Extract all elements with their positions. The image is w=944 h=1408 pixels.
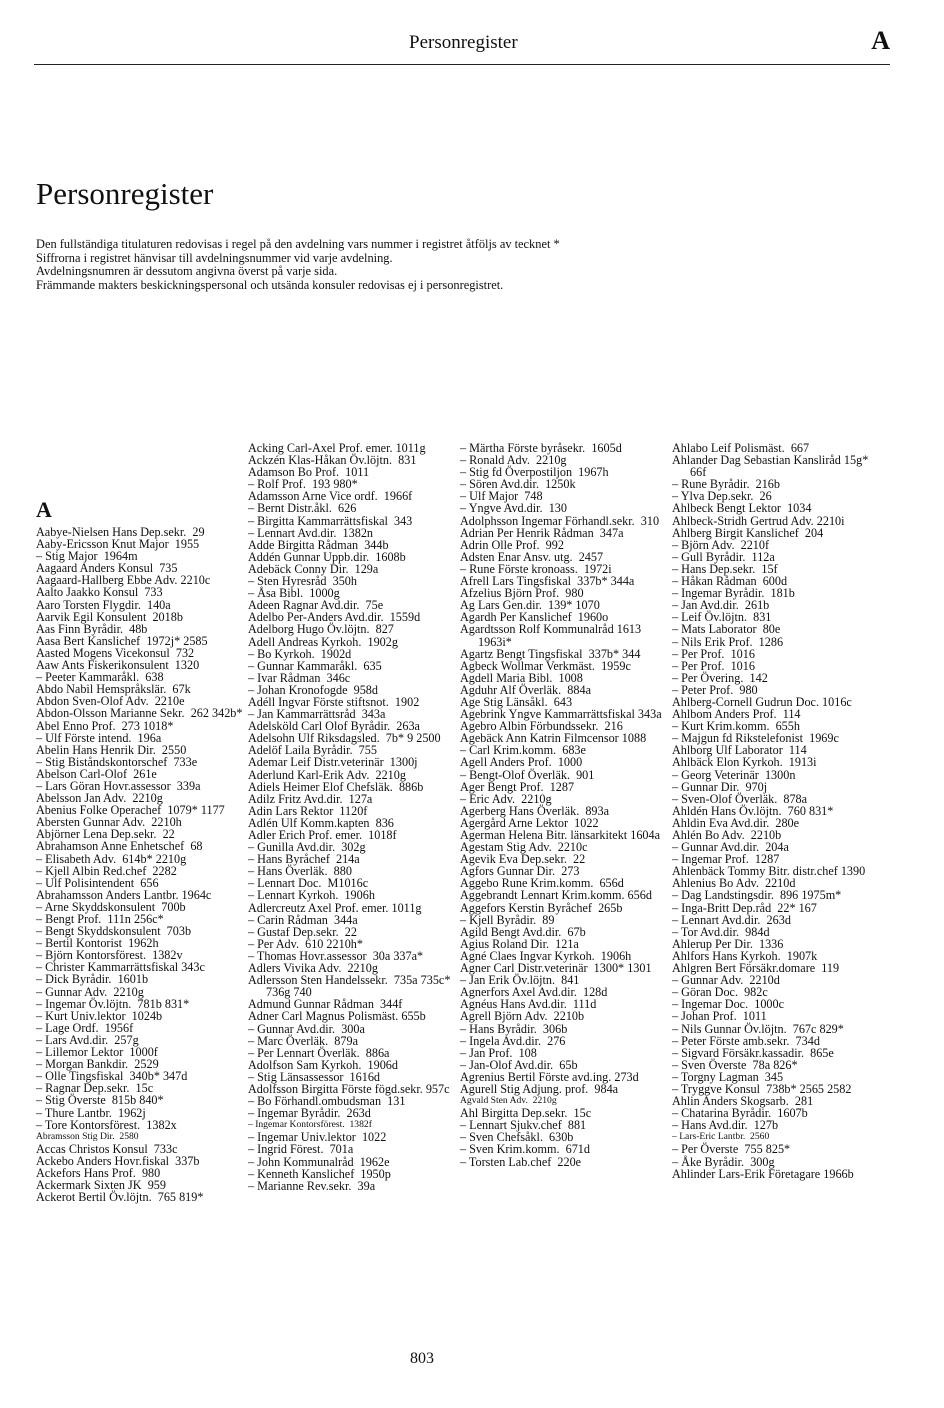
register-entry: – Åke Byrådir. 300g <box>672 1154 775 1169</box>
register-entry: – Ingemar Byrådir. 263d <box>248 1106 371 1121</box>
register-entry: – Bengt Skyddskonsulent 703b <box>36 924 192 939</box>
register-entry: Agduhr Alf Överläk. 884a <box>460 682 591 697</box>
register-entry: – Stig Överste 815b 840* <box>36 1093 164 1108</box>
register-entry: Adeen Ragnar Avd.dir. 75e <box>248 598 384 613</box>
register-entry: Adell Andreas Kyrkoh. 1902g <box>248 634 398 649</box>
register-entry: – Bengt Prof. 111n 256c* <box>36 912 164 926</box>
register-entry: Agbeck Wollmar Verkmäst. 1959c <box>460 658 631 673</box>
register-entry: Adner Carl Magnus Polismäst. 655b <box>248 1009 426 1024</box>
register-entry: – Gunilla Avd.dir. 302g <box>248 840 366 855</box>
register-entry: – Gull Byrådir. 112a <box>672 549 775 564</box>
register-entry: Abelin Hans Henrik Dir. 2550 <box>36 742 187 757</box>
register-entry: Adolfsson Birgitta Förste fögd.sekr. 957c <box>248 1081 450 1096</box>
register-entry: – Jan Erik Öv.löjtn. 841 <box>460 973 580 988</box>
register-entry: – Ulf Major 748 <box>460 489 543 504</box>
register-column-3 <box>460 442 672 1168</box>
register-entry: Ahlbeck Bengt Lektor 1034 <box>672 501 812 516</box>
register-entry: Adrin Olle Prof. 992 <box>460 537 564 552</box>
register-entry: Aderlund Karl-Erik Adv. 2210g <box>248 767 406 782</box>
register-entry: Admund Gunnar Rådman 344f <box>248 997 403 1012</box>
register-entry: Adelsköld Carl Olof Byrådir. 263a <box>248 719 420 734</box>
register-entry: Aasa Bert Kanslichef 1972j* 2585 <box>36 633 208 648</box>
register-entry: – Ingemar Prof. 1287 <box>672 852 780 867</box>
register-entry: – Ingemar Univ.lektor 1022 <box>248 1130 387 1145</box>
register-entry: Agevik Eva Dep.sekr. 22 <box>460 852 586 867</box>
register-entry: – Ingemar Öv.löjtn. 781b 831* <box>36 996 190 1011</box>
register-entry: Ahlenbäck Tommy Bitr. distr.chef 1390 <box>672 864 866 879</box>
register-entry: Afzelius Björn Prof. 980 <box>460 586 584 601</box>
register-entry: – Per Överste 755 825* <box>672 1142 791 1157</box>
register-entry: Aaro Torsten Flygdir. 140a <box>36 597 171 612</box>
register-entry: Agardtsson Rolf Kommunalråd 1613 1963i* <box>460 622 645 649</box>
register-entry: – Kurt Krim.komm. 655h <box>672 719 800 734</box>
register-entry: Adebäck Conny Dir. 129a <box>248 561 379 576</box>
register-entry: – Sven Överste 78a 826* <box>672 1057 798 1072</box>
register-entry: – Nils Erik Prof. 1286 <box>672 634 784 649</box>
register-entry: – Björn Kontorsförest. 1382v <box>36 948 183 963</box>
intro-line: Den fullständiga titulaturen redovisas i regel på den avdelning vars nummer i registret åtföljs av tecknet * <box>36 237 560 251</box>
register-entry: – Peter Förste amb.sekr. 734d <box>672 1033 820 1048</box>
register-entry: Adéll Ingvar Förste stiftsnot. 1902 <box>248 694 420 709</box>
register-entry: Agnéus Hans Avd.dir. 111d <box>460 997 597 1012</box>
register-entry: – Gunnar Adv. 2210g <box>36 984 144 999</box>
register-entry: Agardh Per Kanslichef 1960o <box>460 610 609 625</box>
register-entry: – Rolf Prof. 193 980* <box>248 477 358 492</box>
register-entry: – Elisabeth Adv. 614b* 2210g <box>36 851 187 866</box>
page-header <box>34 28 890 62</box>
register-entry: Abdon Sven-Olof Adv. 2210e <box>36 694 185 709</box>
header-rule <box>34 64 890 65</box>
register-entry: – Johan Prof. 1011 <box>672 1009 767 1024</box>
register-entry: Abelson Carl-Olof 261e <box>36 766 157 781</box>
register-entry: – Chatarina Byrådir. 1607b <box>672 1106 808 1121</box>
register-entry: – Mats Laborator 80e <box>672 622 781 637</box>
register-entry: Abrahamson Anne Enhetschef 68 <box>36 839 203 854</box>
register-entry: – Rune Byrådir. 216b <box>672 477 780 492</box>
register-entry: – Gustaf Dep.sekr. 22 <box>248 924 357 939</box>
register-entry: – Sigvard Försäkr.kassadir. 865e <box>672 1045 834 1060</box>
register-entry: Ahl Birgitta Dep.sekr. 15c <box>460 1106 592 1121</box>
register-entry: Adamson Bo Prof. 1011 <box>248 465 370 480</box>
register-entry: – Lars-Eric Lantbr. 2560 <box>672 1131 770 1143</box>
register-entry: – Kjell Albin Red.chef 2282 <box>36 863 177 878</box>
register-entry: Abelsson Jan Adv. 2210g <box>36 791 163 806</box>
register-entry: Addén Gunnar Uppb.dir. 1608b <box>248 549 406 564</box>
register-entry: – Ulf Polisintendent 656 <box>36 875 159 890</box>
register-entry: – Märtha Förste byråsekr. 1605d <box>460 441 622 455</box>
register-entry: – Per Lennart Överläk. 886a <box>248 1045 390 1060</box>
register-entry: Adiels Heimer Elof Chefsläk. 886b <box>248 779 424 794</box>
intro-line: Siffrorna i registret hänvisar till avdelningsnummer vid varje avdelning. <box>36 250 393 265</box>
register-entry: Agurell Stig Adjung. prof. 984a <box>460 1081 619 1096</box>
register-entry: Ahlander Dag Sebastian Kansliråd 15g* 66f <box>672 453 872 480</box>
register-entry: Aaby-Ericsson Knut Major 1955 <box>36 537 200 552</box>
register-entry: Adelborg Hugo Öv.löjtn. 827 <box>248 622 394 637</box>
register-entry: – Ivar Rådman 346c <box>248 670 351 685</box>
register-entry: Agerberg Hans Överläk. 893a <box>460 803 610 818</box>
register-entry: – Thomas Hovr.assessor 30a 337a* <box>248 948 424 963</box>
register-entry: – Torsten Lab.chef 220e <box>460 1154 582 1169</box>
register-entry: – Gunnar Adv. 2210d <box>672 973 780 988</box>
register-entry: – Lars Göran Hovr.assessor 339a <box>36 778 201 793</box>
register-entry: – Gunnar Avd.dir. 204a <box>672 840 789 855</box>
register-entry: – Bo Förhandl.ombudsman 131 <box>248 1094 406 1109</box>
intro-line: Främmande makters beskickningspersonal och utsända konsuler redovisas ej i personregistret. <box>36 277 504 292</box>
register-entry: – Lennart Kyrkoh. 1906h <box>248 888 375 903</box>
register-entry: Ahlberg-Cornell Gudrun Doc. 1016c <box>672 694 852 709</box>
register-entry: Ahlgren Bert Försäkr.domare 119 <box>672 961 840 976</box>
register-entry: Agner Carl Distr.veterinär 1300* 1301 <box>460 961 652 976</box>
running-letter: A <box>871 26 890 55</box>
register-entry: Ahlberg Birgit Kanslichef 204 <box>672 525 824 540</box>
register-entry: – Georg Veterinär 1300n <box>672 767 796 782</box>
register-entry: Ahlborg Ulf Laborator 114 <box>672 743 807 758</box>
register-entry: – Birgitta Kammarrättsfiskal 343 <box>248 513 413 528</box>
register-entry: – Christer Kammarrättsfiskal 343c <box>36 960 205 975</box>
register-entry: Agrell Björn Adv. 2210b <box>460 1009 585 1024</box>
register-entry: Aagaard-Hallberg Ebbe Adv. 2210c <box>36 573 211 588</box>
register-entry: Aabye-Nielsen Hans Dep.sekr. 29 <box>36 525 205 539</box>
register-entry: Ackermark Sixten JK 959 <box>36 1178 166 1193</box>
register-entry: – Bo Kyrkoh. 1902d <box>248 646 352 661</box>
register-entry: Adolfson Sam Kyrkoh. 1906d <box>248 1057 398 1072</box>
register-entry: Agnerfors Axel Avd.dir. 128d <box>460 985 608 1000</box>
register-entry: – Per Adv. 610 2210h* <box>248 936 363 951</box>
register-entry: – Jan-Olof Avd.dir. 65b <box>460 1057 578 1072</box>
register-entry: – Tor Avd.dir. 984d <box>672 924 770 939</box>
register-entry: – Nils Gunnar Öv.löjtn. 767c 829* <box>672 1021 844 1036</box>
register-entry: Aagaard Anders Konsul 735 <box>36 561 178 576</box>
register-column-2 <box>248 442 460 1192</box>
register-entry: Ag Lars Gen.dir. 139* 1070 <box>460 598 600 613</box>
register-entry: Agestam Stig Adv. 2210c <box>460 840 588 855</box>
running-title: Personregister <box>409 32 518 53</box>
register-entry: – Björn Adv. 2210f <box>672 537 770 552</box>
register-entry: Ahlén Bo Adv. 2210b <box>672 828 782 842</box>
register-entry: – Stig Biståndskontorschef 733e <box>36 754 198 769</box>
register-entry: Ahldén Hans Öv.löjtn. 760 831* <box>672 803 834 818</box>
register-entry: – Eric Adv. 2210g <box>460 791 552 806</box>
register-entry: Adler Erich Prof. emer. 1018f <box>248 828 397 842</box>
register-entry: – Åsa Bibl. 1000g <box>248 586 340 601</box>
register-entry: – Hans Byråchef 214a <box>248 852 360 867</box>
register-entry: Aasted Mogens Vicekonsul 732 <box>36 645 195 660</box>
register-entry: – Olle Tingsfiskal 340b* 347d <box>36 1069 188 1084</box>
register-entry: – Ylva Dep.sekr. 26 <box>672 489 772 504</box>
register-entry: Agrenius Bertil Förste avd.ing. 273d <box>460 1069 639 1084</box>
register-entry: Aaw Ants Fiskerikonsulent 1320 <box>36 658 200 673</box>
register-entry: – Carin Rådman 344a <box>248 912 358 927</box>
register-entry: Adamsson Arne Vice ordf. 1966f <box>248 489 413 504</box>
register-entry: – Johan Kronofogde 958d <box>248 682 378 697</box>
register-entry: – Ingemar Byrådir. 181b <box>672 586 795 601</box>
register-entry: – Gunnar Dir. 970j <box>672 779 768 794</box>
register-entry: Ackerot Bertil Öv.löjtn. 765 819* <box>36 1190 204 1205</box>
register-entry: Ahlbom Anders Prof. 114 <box>672 707 801 722</box>
register-entry: – Gunnar Kammaråkl. 635 <box>248 658 382 673</box>
register-entry: – Inga-Britt Dep.råd 22* 167 <box>672 900 817 915</box>
register-entry: – Kjell Byrådir. 89 <box>460 912 555 927</box>
register-entry: Abramsson Stig Dir. 2580 <box>36 1130 139 1142</box>
register-entry: Ahlin Anders Skogsarb. 281 <box>672 1094 814 1109</box>
register-entry: – Tore Kontorsförest. 1382x <box>36 1117 177 1132</box>
section-letter: A <box>36 497 52 522</box>
register-entry: – Thure Lantbr. 1962j <box>36 1105 146 1120</box>
register-entry: Aggebrandt Lennart Krim.komm. 656d <box>460 888 652 903</box>
register-entry: Abenius Folke Operachef 1079* 1177 <box>36 803 225 818</box>
register-entry: – Ingela Avd.dir. 276 <box>460 1033 566 1048</box>
register-entry: Adde Birgitta Rådman 344b <box>248 537 389 552</box>
register-entry: – Kenneth Kanslichef 1950p <box>248 1166 391 1181</box>
register-entry: Agild Bengt Avd.dir. 67b <box>460 924 586 939</box>
register-entry: Agell Anders Prof. 1000 <box>460 755 583 770</box>
register-entry: – Lillemor Lektor 1000f <box>36 1045 158 1060</box>
register-entry: Ackzén Klas-Håkan Öv.löjtn. 831 <box>248 453 417 468</box>
register-entry: Agebro Albin Förbundssekr. 216 <box>460 719 623 734</box>
register-entry: – Lars Avd.dir. 257g <box>36 1032 139 1047</box>
register-entry: – Rune Förste kronoass. 1972i <box>460 561 612 576</box>
register-entry: Afrell Lars Tingsfiskal 337b* 344a <box>460 574 635 589</box>
intro-line: Avdelningsnumren är dessutom angivna överst på varje sida. <box>36 264 338 279</box>
register-entry: – Lage Ordf. 1956f <box>36 1020 134 1035</box>
register-entry: – Carl Krim.komm. 683e <box>460 743 586 758</box>
register-entry: Abrahamsson Anders Lantbr. 1964c <box>36 887 212 902</box>
register-entry: Ahlabo Leif Polismäst. 667 <box>672 441 810 455</box>
register-entry: Agius Roland Dir. 121a <box>460 936 579 951</box>
register-entry: Agebrink Yngve Kammarrättsfiskal 343a <box>460 707 662 722</box>
register-entry: Aalto Jaakko Konsul 733 <box>36 585 163 600</box>
register-entry: – Lennart Sjukv.chef 881 <box>460 1118 587 1133</box>
register-entry: Agerman Helena Bitr. länsarkitekt 1604a <box>460 828 661 842</box>
register-entry: – Bertil Kontorist 1962h <box>36 936 159 951</box>
register-column-4 <box>672 442 884 1180</box>
register-entry: Adlersson Sten Handelssekr. 735a 735c* 736g 740 <box>248 973 454 1000</box>
page-number: 803 <box>410 1350 434 1367</box>
register-entry: Adolphsson Ingemar Förhandl.sekr. 310 <box>460 513 660 528</box>
register-entry: Ahlinder Lars-Erik Företagare 1966b <box>672 1166 854 1181</box>
register-entry: – Ragnar Dep.sekr. 15c <box>36 1081 154 1096</box>
register-entry: – Torgny Lagman 345 <box>672 1069 784 1084</box>
register-entry: Aas Finn Byrådir. 48b <box>36 621 148 636</box>
register-entry: – Hans Avd.dir. 127b <box>672 1118 779 1133</box>
register-entry: Abjörner Lena Dep.sekr. 22 <box>36 827 175 842</box>
register-entry: – Dag Landstingsdir. 896 1975m* <box>672 888 842 903</box>
register-entry: Adlén Ulf Komm.kapten 836 <box>248 815 394 830</box>
register-entry: Agdell Maria Bibl. 1008 <box>460 670 583 685</box>
register-entry: – Per Prof. 1016 <box>672 646 755 661</box>
register-entry: Abdo Nabil Hemspråkslär. 67k <box>36 682 191 697</box>
register-entry: – Marc Överläk. 879a <box>248 1033 358 1048</box>
register-entry: Ademar Leif Distr.veterinär 1300j <box>248 755 418 770</box>
register-entry: Agné Claes Ingvar Kyrkoh. 1906h <box>460 948 632 963</box>
register-entry: – Stig Länsassessor 1616d <box>248 1069 381 1084</box>
register-entry: Adelöf Laila Byrådir. 755 <box>248 743 377 758</box>
register-entry: – Lennart Doc. M1016c <box>248 876 369 891</box>
register-entry: Adilz Fritz Avd.dir. 127a <box>248 791 373 806</box>
register-entry: – Dick Byrådir. 1601b <box>36 972 149 987</box>
register-entry: Ahldin Eva Avd.dir. 280e <box>672 815 800 830</box>
register-entry: – Bengt-Olof Överläk. 901 <box>460 767 595 782</box>
register-entry: – Jan Kammarrättsråd 343a <box>248 707 386 722</box>
register-entry: – Majgun fd Rikstelefonist 1969c <box>672 731 839 746</box>
register-entry: Adrian Per Henrik Rådman 347a <box>460 525 624 540</box>
register-entry: – Lennart Avd.dir. 1382n <box>248 525 374 540</box>
register-entry: Abdon-Olsson Marianne Sekr. 262 342b* <box>36 706 243 721</box>
register-entry: – Kurt Univ.lektor 1024b <box>36 1008 163 1023</box>
register-entry: – Per Prof. 1016 <box>672 658 755 673</box>
register-entry: Ahlerup Per Dir. 1336 <box>672 936 784 951</box>
intro-text <box>36 238 736 292</box>
register-entry: – Jan Prof. 108 <box>460 1045 537 1060</box>
register-entry: Agergård Arne Lektor 1022 <box>460 815 599 830</box>
register-entry: Ahlbäck Elon Kyrkoh. 1913i <box>672 755 817 770</box>
register-entry: – Morgan Bankdir. 2529 <box>36 1057 159 1072</box>
register-entry: Aarvik Egil Konsulent 2018b <box>36 609 183 624</box>
register-entry: – John Kommunalråd 1962e <box>248 1154 390 1169</box>
register-entry: Aggefors Kerstin Byråchef 265b <box>460 900 623 915</box>
register-entry: Agebäck Ann Katrin Filmcensor 1088 <box>460 731 647 746</box>
register-entry: – Gunnar Avd.dir. 300a <box>248 1021 365 1036</box>
register-entry: – Bernt Distr.åkl. 626 <box>248 501 357 516</box>
register-entry: – Per Övering. 142 <box>672 670 768 685</box>
register-entry: Aggebo Rune Krim.komm. 656d <box>460 876 624 891</box>
register-entry: – Marianne Rev.sekr. 39a <box>248 1178 376 1193</box>
register-entry: – Ronald Adv. 2210g <box>460 453 567 468</box>
register-entry: Agvald Sten Adv. 2210g <box>460 1095 557 1107</box>
register-entry: – Ingemar Doc. 1000c <box>672 997 785 1012</box>
register-entry: Adlers Vivika Adv. 2210g <box>248 961 378 976</box>
register-entry: – Hans Byrådir. 306b <box>460 1021 568 1036</box>
register-entry: Adelbo Per-Anders Avd.dir. 1559d <box>248 610 421 625</box>
register-entry: – Stig Major 1964m <box>36 549 138 564</box>
register-entry: Age Stig Länsåkl. 643 <box>460 694 573 709</box>
register-entry: – Yngve Avd.dir. 130 <box>460 501 567 516</box>
register-entry: – Ingrid Förest. 701a <box>248 1142 354 1157</box>
register-entry: Acking Carl-Axel Prof. emer. 1011g <box>248 441 426 455</box>
register-entry: – Arne Skyddskonsulent 700b <box>36 899 186 914</box>
register-entry: Ackefors Hans Prof. 980 <box>36 1165 161 1180</box>
register-entry: – Sven Chefsåkl. 630b <box>460 1130 574 1145</box>
register-entry: – Peter Prof. 980 <box>672 682 758 697</box>
register-entry: Adsten Enar Ansv. utg. 2457 <box>460 549 604 564</box>
register-entry: – Peeter Kammaråkl. 638 <box>36 670 164 685</box>
register-entry: – Hans Dep.sekr. 15f <box>672 561 778 576</box>
register-entry: – Sören Avd.dir. 1250k <box>460 477 576 492</box>
register-entry: – Lennart Avd.dir. 263d <box>672 912 791 927</box>
register-entry: – Stig fd Överpostiljon 1967h <box>460 465 609 480</box>
register-entry: – Leif Öv.löjtn. 831 <box>672 610 772 625</box>
register-entry: Ahlenius Bo Adv. 2210d <box>672 876 796 891</box>
register-entry: Ackebo Anders Hovr.fiskal 337b <box>36 1153 200 1168</box>
register-entry: Adin Lars Rektor 1120f <box>248 803 368 818</box>
register-entry: – Ulf Förste intend. 196a <box>36 730 162 745</box>
register-entry: Ahlbeck-Stridh Gertrud Adv. 2210i <box>672 513 845 528</box>
register-entry: – Hans Överläk. 880 <box>248 864 352 879</box>
register-entry: – Håkan Rådman 600d <box>672 574 788 589</box>
register-entry: – Sven Krim.komm. 671d <box>460 1142 590 1157</box>
page-title: Personregister <box>36 176 214 211</box>
register-column-1 <box>36 498 248 1203</box>
register-entry: Adelsohn Ulf Riksdagsled. 7b* 9 2500 <box>248 731 441 746</box>
register-entry: Adlercreutz Axel Prof. emer. 1011g <box>248 900 422 915</box>
register-entry: Accas Christos Konsul 733c <box>36 1141 178 1156</box>
register-entry: Ahlfors Hans Kyrkoh. 1907k <box>672 948 818 963</box>
register-entry: Abel Enno Prof. 273 1018* <box>36 718 174 733</box>
register-entry: – Sven-Olof Överläk. 878a <box>672 791 808 806</box>
register-entry: Abersten Gunnar Adv. 2210h <box>36 815 182 830</box>
register-entry: – Ingemar Kontorsförest. 1382f <box>248 1119 372 1131</box>
register-entry: Ager Bengt Prof. 1287 <box>460 779 575 794</box>
register-entry: – Jan Avd.dir. 261b <box>672 598 770 613</box>
register-entry: – Tryggve Konsul 738b* 2565 2582 <box>672 1081 852 1096</box>
register-entry: Agfors Gunnar Dir. 273 <box>460 864 580 879</box>
register-entry: Agartz Bengt Tingsfiskal 337b* 344 <box>460 646 641 661</box>
register-entry: – Göran Doc. 982c <box>672 985 768 1000</box>
register-entry: – Sten Hyresråd 350h <box>248 574 357 589</box>
